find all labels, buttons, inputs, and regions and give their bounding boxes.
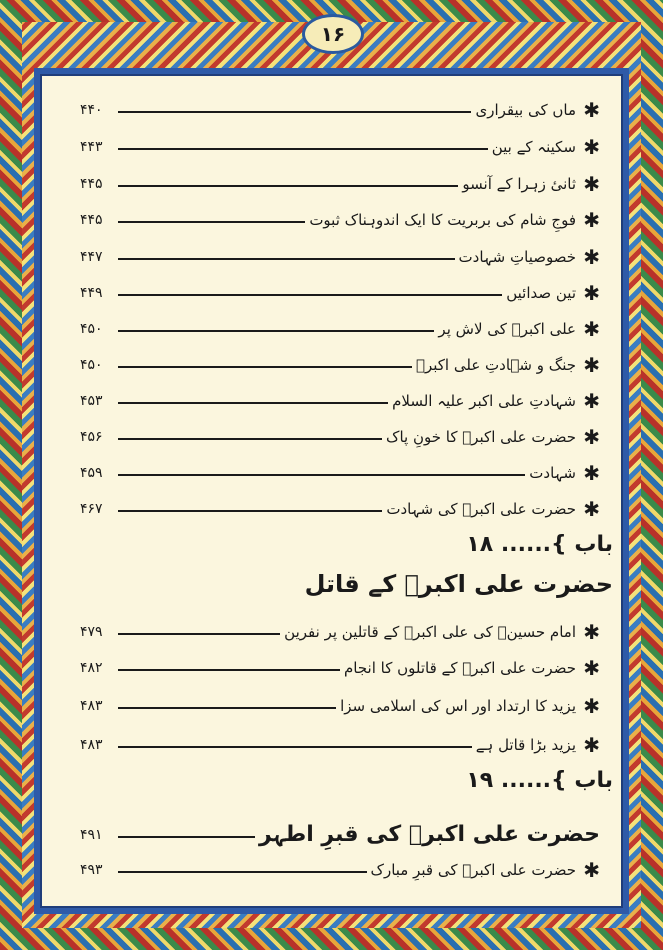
star-bullet-icon: ✱ bbox=[583, 208, 600, 232]
entry-page: ۴۹۱ bbox=[80, 818, 107, 852]
star-bullet-icon: ✱ bbox=[583, 98, 600, 122]
dot-leader bbox=[118, 474, 576, 476]
toc-entry[interactable] bbox=[80, 135, 600, 159]
chapter-18-title: حضرت علی اکبرؑ کے قاتل bbox=[304, 570, 613, 598]
chapter-19-label: باب }...... ۱۹ bbox=[466, 768, 613, 793]
entry-title: تین صدائیں bbox=[502, 281, 576, 305]
star-bullet-icon: ✱ bbox=[583, 425, 600, 449]
toc-entry[interactable] bbox=[80, 694, 600, 718]
toc-entry[interactable] bbox=[80, 858, 600, 882]
star-bullet-icon: ✱ bbox=[583, 317, 600, 341]
star-bullet-icon: ✱ bbox=[583, 172, 600, 196]
page-number-badge bbox=[302, 14, 364, 54]
toc-entry[interactable] bbox=[80, 353, 600, 377]
toc-entry[interactable] bbox=[80, 733, 600, 757]
chapter-18-label: باب }...... ۱۸ bbox=[466, 532, 613, 557]
entry-page: ۴۴۳ bbox=[80, 135, 107, 159]
entry-title: شہادتِ علی اکبر علیہ السلام bbox=[388, 389, 576, 413]
star-bullet-icon: ✱ bbox=[583, 656, 600, 680]
chapter-19-title: حضرت علی اکبرؑ کی قبرِ اطہر bbox=[255, 818, 600, 852]
entry-page: ۴۴۷ bbox=[80, 245, 107, 269]
toc-entry[interactable] bbox=[80, 656, 600, 680]
entry-page: ۴۷۹ bbox=[80, 620, 107, 644]
entry-page: ۴۵۰ bbox=[80, 353, 107, 377]
entry-title: امام حسینؑ کی علی اکبرؑ کے قاتلین پر نفرین bbox=[280, 620, 576, 644]
entry-page: ۴۹۳ bbox=[80, 858, 107, 882]
entry-title: حضرت علی اکبرؑ کا خونِ پاک bbox=[382, 425, 576, 449]
entry-page: ۴۴۹ bbox=[80, 281, 107, 305]
star-bullet-icon: ✱ bbox=[583, 694, 600, 718]
entry-page: ۴۶۷ bbox=[80, 497, 107, 521]
entry-page: ۴۴۵ bbox=[80, 172, 107, 196]
toc-entry[interactable] bbox=[80, 98, 600, 122]
star-bullet-icon: ✱ bbox=[583, 620, 600, 644]
entry-title: فوجِ شام کی بربریت کا ایک اندوہناک ثبوت bbox=[305, 208, 576, 232]
entry-title: ثانیٔ زہرا کے آنسو bbox=[458, 172, 576, 196]
entry-title: جنگ و شہادتِ علی اکبرؑ bbox=[412, 353, 576, 377]
entry-title: علی اکبرؑ کی لاش پر bbox=[434, 317, 576, 341]
star-bullet-icon: ✱ bbox=[583, 281, 600, 305]
entry-title: ماں کی بیقراری bbox=[471, 98, 576, 122]
star-bullet-icon: ✱ bbox=[583, 733, 600, 757]
star-bullet-icon: ✱ bbox=[583, 389, 600, 413]
star-bullet-icon: ✱ bbox=[583, 497, 600, 521]
page-number: ۱۶ bbox=[320, 22, 346, 46]
entry-title: یزید بڑا قاتل ہے bbox=[472, 733, 576, 757]
entry-title: سکینہ کے بین bbox=[488, 135, 576, 159]
entry-title: حضرت علی اکبرؑ کی قبرِ مبارک bbox=[367, 858, 576, 882]
toc-entry[interactable] bbox=[80, 389, 600, 413]
entry-title: شہادت bbox=[525, 461, 576, 485]
entry-page: ۴۵۹ bbox=[80, 461, 107, 485]
entry-page: ۴۸۳ bbox=[80, 694, 107, 718]
toc-entry[interactable] bbox=[80, 620, 600, 644]
toc-entry[interactable] bbox=[80, 172, 600, 196]
entry-page: ۴۸۲ bbox=[80, 656, 107, 680]
entry-title: خصوصیاتِ شہادت bbox=[455, 245, 576, 269]
toc-entry[interactable] bbox=[80, 497, 600, 521]
entry-title: حضرت علی اکبرؑ کی شہادت bbox=[382, 497, 576, 521]
toc-entry[interactable] bbox=[80, 245, 600, 269]
star-bullet-icon: ✱ bbox=[583, 353, 600, 377]
star-bullet-icon: ✱ bbox=[583, 461, 600, 485]
entry-page: ۴۴۰ bbox=[80, 98, 107, 122]
toc-entry[interactable] bbox=[80, 317, 600, 341]
toc-entry[interactable] bbox=[80, 281, 600, 305]
toc-entry[interactable] bbox=[80, 208, 600, 232]
entry-page: ۴۵۳ bbox=[80, 389, 107, 413]
toc-entry[interactable] bbox=[80, 425, 600, 449]
chapter-19-title-entry[interactable] bbox=[80, 818, 600, 852]
entry-title: حضرت علی اکبرؑ کے قاتلوں کا انجام bbox=[340, 656, 576, 680]
toc-entry[interactable] bbox=[80, 461, 600, 485]
star-bullet-icon: ✱ bbox=[583, 245, 600, 269]
star-bullet-icon: ✱ bbox=[583, 135, 600, 159]
entry-page: ۴۵۶ bbox=[80, 425, 107, 449]
entry-title: یزید کا ارتداد اور اس کی اسلامی سزا bbox=[336, 694, 576, 718]
entry-page: ۴۸۳ bbox=[80, 733, 107, 757]
entry-page: ۴۴۵ bbox=[80, 208, 107, 232]
star-bullet-icon: ✱ bbox=[583, 858, 600, 882]
entry-page: ۴۵۰ bbox=[80, 317, 107, 341]
